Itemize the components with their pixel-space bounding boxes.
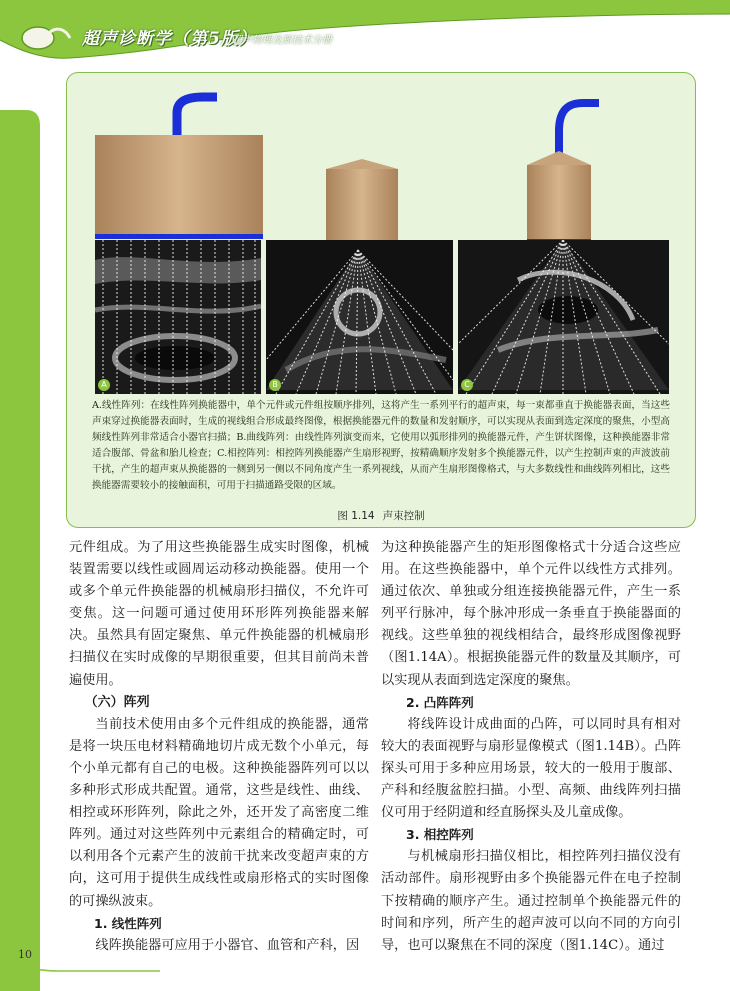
panel-label-b: B	[269, 379, 281, 391]
paragraph: 元件组成。为了用这些换能器生成实时图像，机械装置需要以线性或圆周运动移动换能器。使用一个或多个单元件换能器的机械扇形扫描仪，不允许可变焦。这一问题可通过使用环形阵列换能器来解决。虽然具有固定聚焦、单元件换能器的机械扇形扫描仪在实时成像的早期很重要，但其目前尚未普遍使用。	[69, 540, 369, 688]
panel-label-a: A	[98, 379, 110, 391]
phased-probe-icon	[513, 87, 603, 249]
figure-name: 声束控制	[382, 510, 425, 522]
figure-title	[66, 508, 696, 523]
section-subtitle: 超声物理及新技术分册	[232, 35, 332, 46]
subsection-heading: 3. 相控阵列	[406, 827, 474, 843]
paragraph: 为这种换能器产生的矩形图像格式十分适合这些应用。在这些换能器中，单个元件以线性方式排列。通过依次、单独或分组连接换能器元件，产生一系列平行脉冲，每个脉冲形成一条垂直于换能器面的视线。这些单独的视线相结合，最终形成图像视野（图1.14A）。根据换能器元件的数量及其顺序，可以实现从表面到选定深度的聚焦。	[381, 540, 681, 688]
subsection-heading: 2. 凸阵阵列	[406, 694, 474, 710]
panel-label-c: C	[461, 379, 473, 391]
paragraph: 与机械扇形扫描仪相比，相控阵列扫描仪没有活动部件。扇形视野由多个换能器元件在电子控制下按精确的顺序产生。通过控制单个换能器元件的时间和序列，所产生的超声波可以向不同的方向引导，也可以聚焦在不同的深度（图1.14C）。通过	[381, 849, 681, 953]
curved-array-image	[266, 240, 453, 394]
linear-probe-icon	[91, 91, 267, 241]
section-heading: （六）阵列	[84, 694, 150, 710]
paragraph: 将线阵设计成曲面的凸阵，可以同时具有相对较大的表面视野与扇形显像模式（图1.14B）。凸阵探头可用于多种应用场景，较大的一般用于腹部、产科和经腹盆腔扫描。小型、高频、曲线阵列扫描仪可用于经阴道和经直肠探头及儿童成像。	[381, 716, 681, 821]
figure-number: 图 1.14	[337, 510, 375, 522]
figure-caption: A.线性阵列：在线性阵列换能器中，单个元件或元件组按顺序排列，这将产生一系列平行的超声束，每一束都垂直于换能器表面，当这些声束穿过换能器表面时，生成的视线组合形成最终图像，根据换能器元件的数量和发射顺序，可以实现从表面到选定深度的聚焦，小型高频线性阵列非常适合小器官扫描；B.曲线阵列：由线性阵列演变而来，它使用以弧形排列的换能器元件，产生饼状图像，这种换能器非常适合腹部、骨盆和胎儿检查；C.相控阵列：相控阵列换能器产生扇形视野，按精确顺序发射多个换能器元件，以产生控制声束的声波波前干扰，产生的超声束从换能器的一侧到另一侧以不同角度产生一系列视线，从而产生扇形图像格式，与大多数线性和曲线阵列相比，这些换能器需要较小的接触面积，可用于扫描通路受限的区域。	[92, 400, 670, 491]
side-color-bar	[0, 110, 42, 991]
paragraph: 当前技术使用由多个元件组成的换能器，通常是将一块压电材料精确地切片成无数个小单元，每个小单元都有自己的电极。这种换能器阵列可以以多种形式形成共配置。通常，这些是线性、曲线、相控或环形阵列，除此之外，还开发了高密度二维阵列。通过对这些阵列中元素组合的精确定时，可以利用各个元素产生的波前干扰来改变超声束的方向，这可用于提供生成线性或扇形格式的实时图像的可操纵波束。	[69, 716, 369, 909]
subsection-heading: 1. 线性阵列	[94, 915, 162, 931]
book-title: 超声诊断学（第5版）	[82, 29, 257, 49]
paragraph: 线阵换能器可应用于小器官、血管和产科，因	[95, 937, 360, 953]
linear-array-image	[95, 240, 261, 394]
page-number: 10	[18, 948, 32, 961]
phased-array-image	[458, 240, 669, 394]
left-text-column	[69, 537, 369, 957]
right-text-column	[381, 537, 681, 957]
